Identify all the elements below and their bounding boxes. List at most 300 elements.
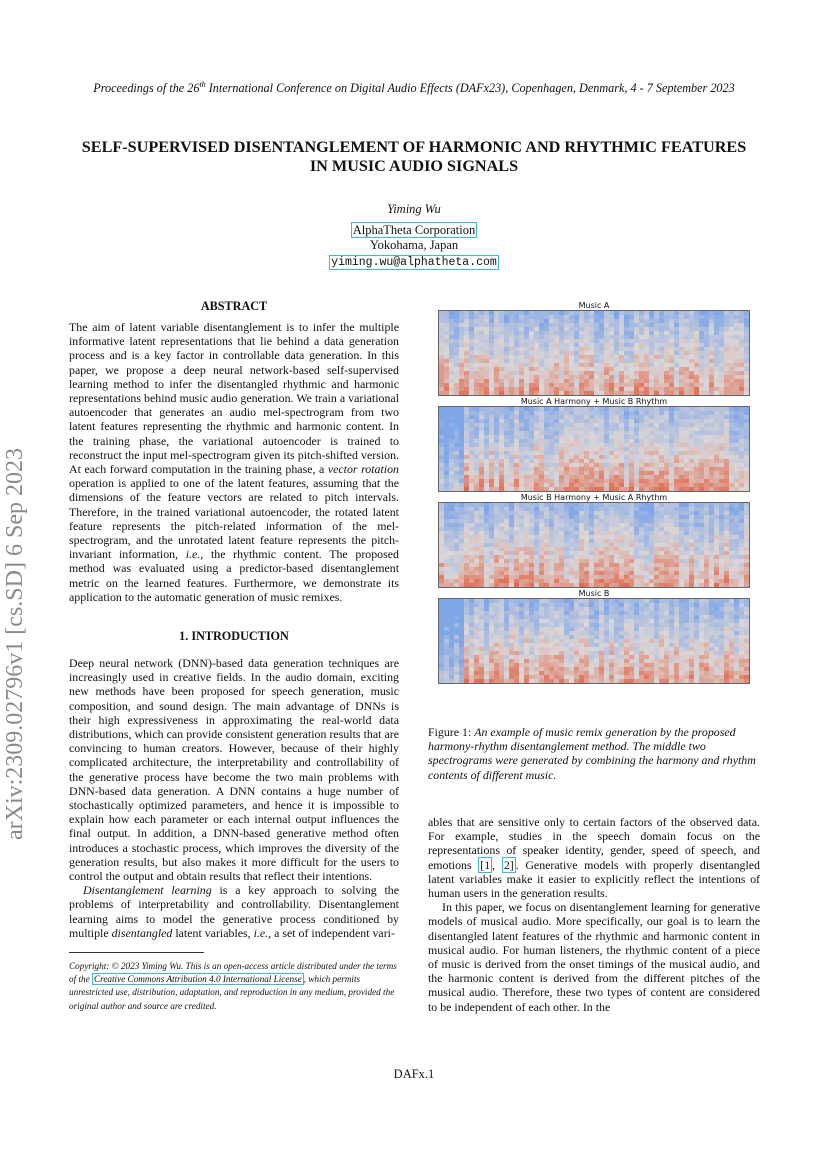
spectrogram-cell (529, 519, 534, 523)
spectrogram-cell (644, 471, 649, 475)
spectrogram-cell (644, 463, 649, 467)
spectrogram-cell (499, 563, 504, 567)
spectrogram-cell (654, 355, 659, 359)
spectrogram-cell (629, 443, 634, 447)
spectrogram-cell (644, 523, 649, 527)
spectrogram-cell (499, 571, 504, 575)
spectrogram-cell (659, 363, 664, 367)
spectrogram-cell (474, 419, 479, 423)
spectrogram-cell (439, 655, 444, 659)
spectrogram-cell (494, 375, 499, 379)
spectrogram-cell (714, 459, 719, 463)
spectrogram-cell (499, 611, 504, 615)
spectrogram-cell (599, 547, 604, 551)
spectrogram-cell (479, 531, 484, 535)
spectrogram-cell (459, 511, 464, 515)
spectrogram-cell (604, 427, 609, 431)
spectrogram-cell (594, 627, 599, 631)
spectrogram-cell (659, 655, 664, 659)
spectrogram-cell (709, 331, 714, 335)
spectrogram-cell (524, 319, 529, 323)
spectrogram-cell (589, 583, 594, 587)
spectrogram-cell (494, 479, 499, 483)
spectrogram-cell (564, 611, 569, 615)
spectrogram-cell (624, 647, 629, 651)
spectrogram-cell (724, 503, 729, 507)
spectrogram-cell (559, 343, 564, 347)
spectrogram-cell (664, 351, 669, 355)
spectrogram-cell (604, 663, 609, 667)
spectrogram-cell (524, 419, 529, 423)
spectrogram-cell (684, 467, 689, 471)
spectrogram-cell (439, 435, 444, 439)
spectrogram-cell (494, 503, 499, 507)
spectrogram-cell (459, 415, 464, 419)
spectrogram-cell (519, 603, 524, 607)
spectrogram-cell (504, 479, 509, 483)
spectrogram-cell (584, 455, 589, 459)
spectrogram-cell (499, 311, 504, 315)
spectrogram-cell (529, 315, 534, 319)
spectrogram-cell (484, 379, 489, 383)
spectrogram-cell (724, 339, 729, 343)
spectrogram-cell (524, 439, 529, 443)
spectrogram-cell (639, 439, 644, 443)
spectrogram-cell (659, 371, 664, 375)
spectrogram-cell (694, 359, 699, 363)
spectrogram-cell (524, 619, 529, 623)
spectrogram-cell (614, 331, 619, 335)
spectrogram-cell (699, 475, 704, 479)
spectrogram-cell (579, 655, 584, 659)
spectrogram-cell (454, 663, 459, 667)
spectrogram-cell (579, 619, 584, 623)
spectrogram-cell (664, 443, 669, 447)
spectrogram-cell (574, 455, 579, 459)
spectrogram-cell (534, 583, 539, 587)
spectrogram-cell (639, 351, 644, 355)
spectrogram-cell (689, 547, 694, 551)
spectrogram-cell (739, 319, 744, 323)
spectrogram-cell (679, 511, 684, 515)
spectrogram-cell (604, 415, 609, 419)
spectrogram-cell (534, 459, 539, 463)
license-link[interactable]: Creative Commons Attribution 4.0 International License (93, 974, 302, 985)
spectrogram-cell (524, 559, 529, 563)
spectrogram-cell (534, 643, 539, 647)
spectrogram-cell (449, 407, 454, 411)
spectrogram-cell (684, 347, 689, 351)
spectrogram-cell (664, 423, 669, 427)
spectrogram-cell (459, 467, 464, 471)
spectrogram-cell (479, 507, 484, 511)
spectrogram-cell (654, 671, 659, 675)
email-link[interactable]: yiming.wu@alphatheta.com (331, 256, 497, 269)
spectrogram-cell (534, 599, 539, 603)
spectrogram-cell (509, 363, 514, 367)
spectrogram-cell (589, 551, 594, 555)
spectrogram-cell (574, 507, 579, 511)
spectrogram-cell (609, 319, 614, 323)
spectrogram-cell (629, 507, 634, 511)
spectrogram-cell (524, 367, 529, 371)
spectrogram-cell (579, 623, 584, 627)
spectrogram-cell (599, 415, 604, 419)
spectrogram-cell (569, 363, 574, 367)
spectrogram-cell (669, 315, 674, 319)
spectrogram-cell (619, 507, 624, 511)
spectrogram-cell (459, 323, 464, 327)
spectrogram-cell (739, 459, 744, 463)
spectrogram-cell (484, 567, 489, 571)
spectrogram-cell (724, 475, 729, 479)
spectrogram-cell (534, 447, 539, 451)
spectrogram-cell (594, 531, 599, 535)
spectrogram-cell (709, 475, 714, 479)
spectrogram-cell (454, 411, 459, 415)
spectrogram-cell (569, 543, 574, 547)
spectrogram-cell (574, 423, 579, 427)
spectrogram-cell (674, 655, 679, 659)
spectrogram-cell (554, 371, 559, 375)
spectrogram-cell (444, 351, 449, 355)
spectrogram-cell (669, 655, 674, 659)
spectrogram-cell (694, 519, 699, 523)
spectrogram-cell (539, 375, 544, 379)
spectrogram-cell (729, 411, 734, 415)
spectrogram-cell (459, 375, 464, 379)
spectrogram-cell (449, 459, 454, 463)
spectrogram-cell (519, 359, 524, 363)
spectrogram-cell (649, 515, 654, 519)
spectrogram-cell (579, 343, 584, 347)
spectrogram-cell (489, 583, 494, 587)
spectrogram-cell (594, 543, 599, 547)
spectrogram-cell (469, 575, 474, 579)
spectrogram-cell (689, 367, 694, 371)
spectrogram-cell (514, 627, 519, 631)
spectrogram-cell (594, 363, 599, 367)
spectrogram-cell (694, 571, 699, 575)
spectrogram-cell (459, 635, 464, 639)
spectrogram-cell (439, 459, 444, 463)
spectrogram-cell (479, 323, 484, 327)
spectrogram-cell (709, 555, 714, 559)
spectrogram-cell (489, 323, 494, 327)
spectrogram-cell (699, 455, 704, 459)
spectrogram-cell (514, 559, 519, 563)
spectrogram-cell (639, 507, 644, 511)
spectrogram-cell (589, 467, 594, 471)
spectrogram-cell (644, 439, 649, 443)
spectrogram-cell (659, 327, 664, 331)
spectrogram-cell (724, 379, 729, 383)
spectrogram-cell (604, 479, 609, 483)
spectrogram-cell (689, 567, 694, 571)
spectrogram-cell (489, 315, 494, 319)
spectrogram-cell (569, 507, 574, 511)
spectrogram-cell (739, 335, 744, 339)
spectrogram-cell (569, 311, 574, 315)
spectrogram-cell (529, 615, 534, 619)
spectrogram-cell (509, 615, 514, 619)
spectrogram-cell (679, 559, 684, 563)
spectrogram-cell (559, 367, 564, 371)
spectrogram-cell (574, 599, 579, 603)
spectrogram-cell (634, 627, 639, 631)
spectrogram-cell (619, 363, 624, 367)
spectrogram-cell (654, 415, 659, 419)
spectrogram-cell (454, 523, 459, 527)
spectrogram-cell (709, 355, 714, 359)
spectrogram-cell (484, 391, 489, 395)
spectrogram-cell (504, 627, 509, 631)
spectrogram-cell (599, 659, 604, 663)
spectrogram-cell (659, 571, 664, 575)
spectrogram-cell (489, 451, 494, 455)
spectrogram-cell (614, 575, 619, 579)
spectrogram-cell (744, 459, 749, 463)
spectrogram-cell (654, 599, 659, 603)
spectrogram-cell (629, 355, 634, 359)
spectrogram-cell (444, 455, 449, 459)
spectrogram-cell (459, 615, 464, 619)
spectrogram-cell (614, 487, 619, 491)
spectrogram-cell (664, 359, 669, 363)
spectrogram-cell (729, 391, 734, 395)
spectrogram-cell (689, 507, 694, 511)
spectrogram-cell (554, 379, 559, 383)
spectrogram-cell (529, 663, 534, 667)
spectrogram-cell (539, 451, 544, 455)
spectrogram-cell (564, 355, 569, 359)
spectrogram-cell (564, 471, 569, 475)
spectrogram-cell (504, 667, 509, 671)
spectrogram-cell (474, 639, 479, 643)
spectrogram-cell (439, 335, 444, 339)
spectrogram-cell (599, 563, 604, 567)
spectrogram-cell (699, 459, 704, 463)
spectrogram-cell (734, 411, 739, 415)
spectrogram-cell (654, 547, 659, 551)
spectrogram-cell (614, 559, 619, 563)
spectrogram-cell (644, 363, 649, 367)
spectrogram-cell (439, 611, 444, 615)
spectrogram-cell (504, 679, 509, 683)
spectrogram-cell (689, 479, 694, 483)
spectrogram-cell (469, 423, 474, 427)
spectrogram-cell (579, 567, 584, 571)
spectrogram-cell (544, 419, 549, 423)
spectrogram-cell (634, 363, 639, 367)
spectrogram-cell (614, 515, 619, 519)
spectrogram-cell (674, 559, 679, 563)
spectrogram-cell (594, 391, 599, 395)
spectrogram-cell (664, 475, 669, 479)
spectrogram-cell (639, 447, 644, 451)
spectrogram-cell (689, 327, 694, 331)
spectrogram-cell (519, 367, 524, 371)
spectrogram-cell (704, 343, 709, 347)
spectrogram-cell (699, 443, 704, 447)
spectrogram-cell (644, 427, 649, 431)
spectrogram-cell (509, 347, 514, 351)
panel-title-music-b: Music B (578, 589, 610, 598)
spectrogram-cell (729, 451, 734, 455)
spectrogram-cell (639, 575, 644, 579)
spectrogram-cell (714, 555, 719, 559)
spectrogram-cell (519, 639, 524, 643)
spectrogram-cell (469, 451, 474, 455)
spectrogram-cell (679, 471, 684, 475)
spectrogram-cell (674, 439, 679, 443)
spectrogram-cell (539, 535, 544, 539)
spectrogram-cell (489, 539, 494, 543)
spectrogram-cell (509, 483, 514, 487)
spectrogram-cell (594, 559, 599, 563)
spectrogram-cell (619, 623, 624, 627)
spectrogram-cell (719, 311, 724, 315)
spectrogram-cell (574, 383, 579, 387)
spectrogram-cell (629, 659, 634, 663)
spectrogram-cell (604, 631, 609, 635)
spectrogram-cell (564, 467, 569, 471)
affiliation-link[interactable]: AlphaTheta Corporation (352, 223, 476, 237)
spectrogram-cell (539, 327, 544, 331)
spectrogram-cell (604, 363, 609, 367)
spectrogram-cell (544, 571, 549, 575)
spectrogram-cell (594, 547, 599, 551)
spectrogram-cell (529, 559, 534, 563)
spectrogram-cell (664, 343, 669, 347)
spectrogram-cell (674, 419, 679, 423)
spectrogram-cell (574, 559, 579, 563)
spectrogram-cell (629, 535, 634, 539)
spectrogram-cell (549, 527, 554, 531)
spectrogram-cell (574, 603, 579, 607)
spectrogram-cell (464, 547, 469, 551)
spectrogram-cell (669, 679, 674, 683)
spectrogram-cell (609, 535, 614, 539)
spectrogram-cell (489, 427, 494, 431)
spectrogram-cell (664, 335, 669, 339)
spectrogram-cell (469, 579, 474, 583)
spectrogram-cell (709, 507, 714, 511)
spectrogram-cell (494, 659, 499, 663)
spectrogram-cell (459, 471, 464, 475)
spectrogram-cell (574, 339, 579, 343)
spectrogram-cell (609, 599, 614, 603)
spectrogram-cell (514, 515, 519, 519)
spectrogram-cell (489, 623, 494, 627)
spectrogram-cell (619, 419, 624, 423)
spectrogram-cell (584, 371, 589, 375)
spectrogram-cell (684, 479, 689, 483)
spectrogram-cell (574, 631, 579, 635)
spectrogram-cell (574, 475, 579, 479)
spectrogram-cell (554, 655, 559, 659)
spectrogram-cell (694, 415, 699, 419)
spectrogram-cell (539, 515, 544, 519)
spectrogram-cell (729, 323, 734, 327)
spectrogram-cell (604, 643, 609, 647)
spectrogram-cell (734, 431, 739, 435)
spectrogram-cell (669, 619, 674, 623)
spectrogram-cell (564, 663, 569, 667)
spectrogram-cell (639, 663, 644, 667)
spectrogram-cell (699, 511, 704, 515)
spectrogram-cell (479, 599, 484, 603)
spectrogram-cell (439, 651, 444, 655)
spectrogram-cell (659, 407, 664, 411)
spectrogram-cell (524, 659, 529, 663)
spectrogram-cell (489, 511, 494, 515)
spectrogram-cell (634, 675, 639, 679)
spectrogram-cell (644, 415, 649, 419)
spectrogram-cell (684, 567, 689, 571)
spectrogram-cell (489, 515, 494, 519)
spectrogram-cell (479, 315, 484, 319)
spectrogram-cell (589, 547, 594, 551)
spectrogram-cell (474, 339, 479, 343)
spectrogram-cell (614, 579, 619, 583)
spectrogram-cell (459, 435, 464, 439)
spectrogram-cell (624, 531, 629, 535)
spectrogram-cell (449, 539, 454, 543)
spectrogram-cell (724, 451, 729, 455)
spectrogram-cell (554, 599, 559, 603)
spectrogram-cell (744, 463, 749, 467)
abstract-text-1: The aim of latent variable disentanglement is to infer the multiple informative latent representations that lie behind a data generation process and is a key factor in controllable data generation. In this paper, we propose a deep neural network-based self-supervised learning method to infer the disentangled rhythmic and harmonic representations behind music audio generation. We train a variational autoencoder that generates an audio mel-spectrogram from two latent features representing the rhythmic and harmonic content. In the training phase, the variational autoencoder is trained to reconstruct the input mel-spectrogram given its pitch-shifted version. At each forward computation in the training phase, a (69, 320, 399, 477)
spectrogram-cell (449, 411, 454, 415)
spectrogram-cell (659, 675, 664, 679)
spectrogram-cell (529, 419, 534, 423)
spectrogram-cell (654, 423, 659, 427)
spectrogram-cell (559, 615, 564, 619)
spectrogram-cell (584, 647, 589, 651)
spectrogram-cell (489, 631, 494, 635)
spectrogram-cell (534, 335, 539, 339)
spectrogram-cell (589, 415, 594, 419)
spectrogram-cell (549, 407, 554, 411)
spectrogram-cell (569, 487, 574, 491)
spectrogram-cell (489, 459, 494, 463)
spectrogram-cell (634, 635, 639, 639)
spectrogram-cell (644, 347, 649, 351)
spectrogram-cell (524, 387, 529, 391)
spectrogram-cell (644, 447, 649, 451)
spectrogram-cell (509, 455, 514, 459)
spectrogram-cell (644, 603, 649, 607)
spectrogram-cell (579, 671, 584, 675)
spectrogram-cell (549, 671, 554, 675)
spectrogram-cell (599, 611, 604, 615)
spectrogram-cell (629, 655, 634, 659)
spectrogram-cell (714, 527, 719, 531)
spectrogram-cell (589, 671, 594, 675)
spectrogram-cell (529, 635, 534, 639)
proceedings-header (0, 80, 828, 96)
spectrogram-cell (679, 343, 684, 347)
spectrogram-cell (649, 603, 654, 607)
spectrogram-cell (539, 339, 544, 343)
spectrogram-cell (694, 351, 699, 355)
spectrogram-cell (654, 607, 659, 611)
spectrogram-cell (584, 599, 589, 603)
spectrogram-cell (594, 467, 599, 471)
spectrogram-cell (659, 379, 664, 383)
spectrogram-cell (734, 363, 739, 367)
